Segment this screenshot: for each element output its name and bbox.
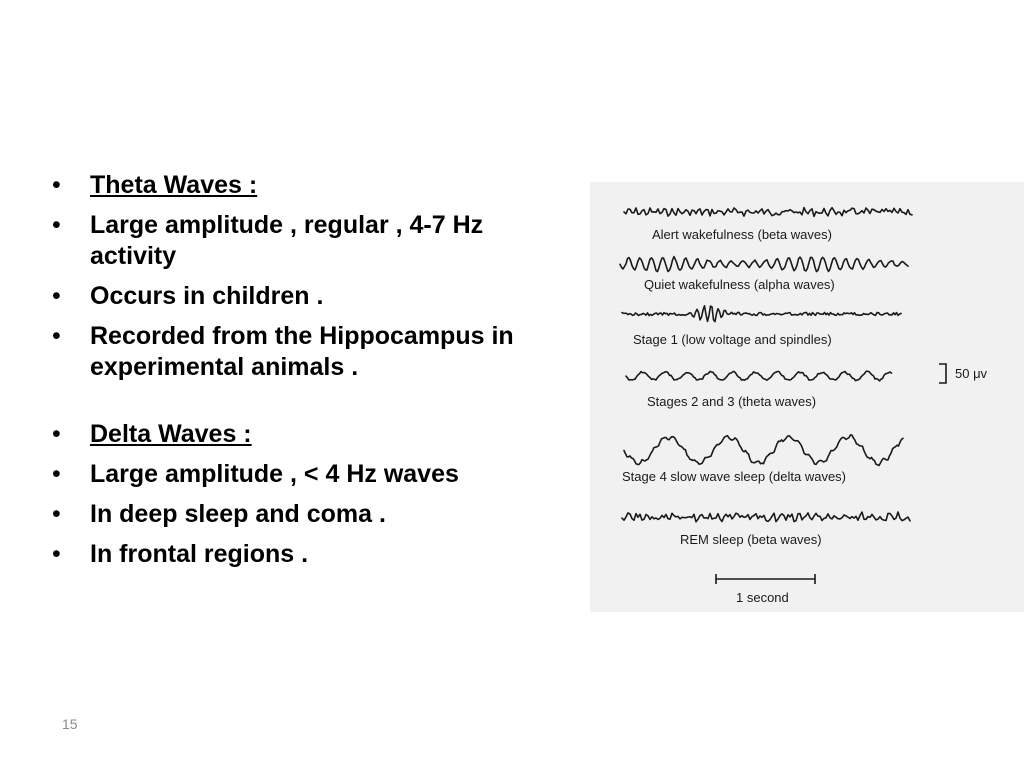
bullet-icon: • [52,500,61,528]
bullet-text: Large amplitude , regular , 4-7 Hz activity [90,211,484,270]
bullet-icon: • [52,460,61,488]
bullet-item [50,321,550,383]
bullet-icon: • [52,540,61,568]
bullet-item [50,170,550,201]
amplitude-scale-label: 50 μv [955,366,988,381]
eeg-trace-alert [624,208,912,217]
trace-label-stage2-3: Stages 2 and 3 (theta waves) [647,394,817,409]
eeg-trace-stage2-3 [626,371,892,381]
bullet-heading-theta: Theta Waves : [90,171,258,199]
trace-label-alert: Alert wakefulness (beta waves) [652,227,832,242]
bullet-heading-delta: Delta Waves : [90,420,252,448]
eeg-trace-rem [622,512,910,522]
bullet-icon: • [52,282,61,310]
trace-label-quiet: Quiet wakefulness (alpha waves) [644,277,835,292]
bullet-item [50,210,550,272]
eeg-figure-svg [590,182,1024,612]
bullet-text: Occurs in children . [90,282,324,310]
bullet-list [50,170,550,579]
eeg-trace-stage4 [624,435,903,466]
bullet-text: In deep sleep and coma . [90,500,386,528]
page-number: 15 [62,716,78,732]
bullet-icon: • [52,211,61,239]
bullet-icon: • [52,171,61,199]
trace-label-rem: REM sleep (beta waves) [680,532,822,547]
time-scale-bar [716,574,815,605]
bullet-item [50,499,550,530]
trace-label-stage1: Stage 1 (low voltage and spindles) [633,332,832,347]
bullet-icon: • [52,420,61,448]
bullet-text: Large amplitude , < 4 Hz waves [90,460,459,488]
bullet-item [50,539,550,570]
eeg-figure [590,182,1024,612]
amplitude-scale-bar [939,364,988,383]
eeg-trace-stage1 [622,306,901,322]
bullet-item [50,459,550,490]
bullet-text: Recorded from the Hippocampus in experimental animals . [90,322,514,381]
trace-label-stage4: Stage 4 slow wave sleep (delta waves) [622,469,847,484]
bullet-item [50,281,550,312]
time-scale-label: 1 second [736,590,789,605]
eeg-trace-quiet [620,257,908,272]
bullet-icon: • [52,322,61,350]
bullet-item [50,419,550,450]
bullet-text: In frontal regions . [90,540,309,568]
